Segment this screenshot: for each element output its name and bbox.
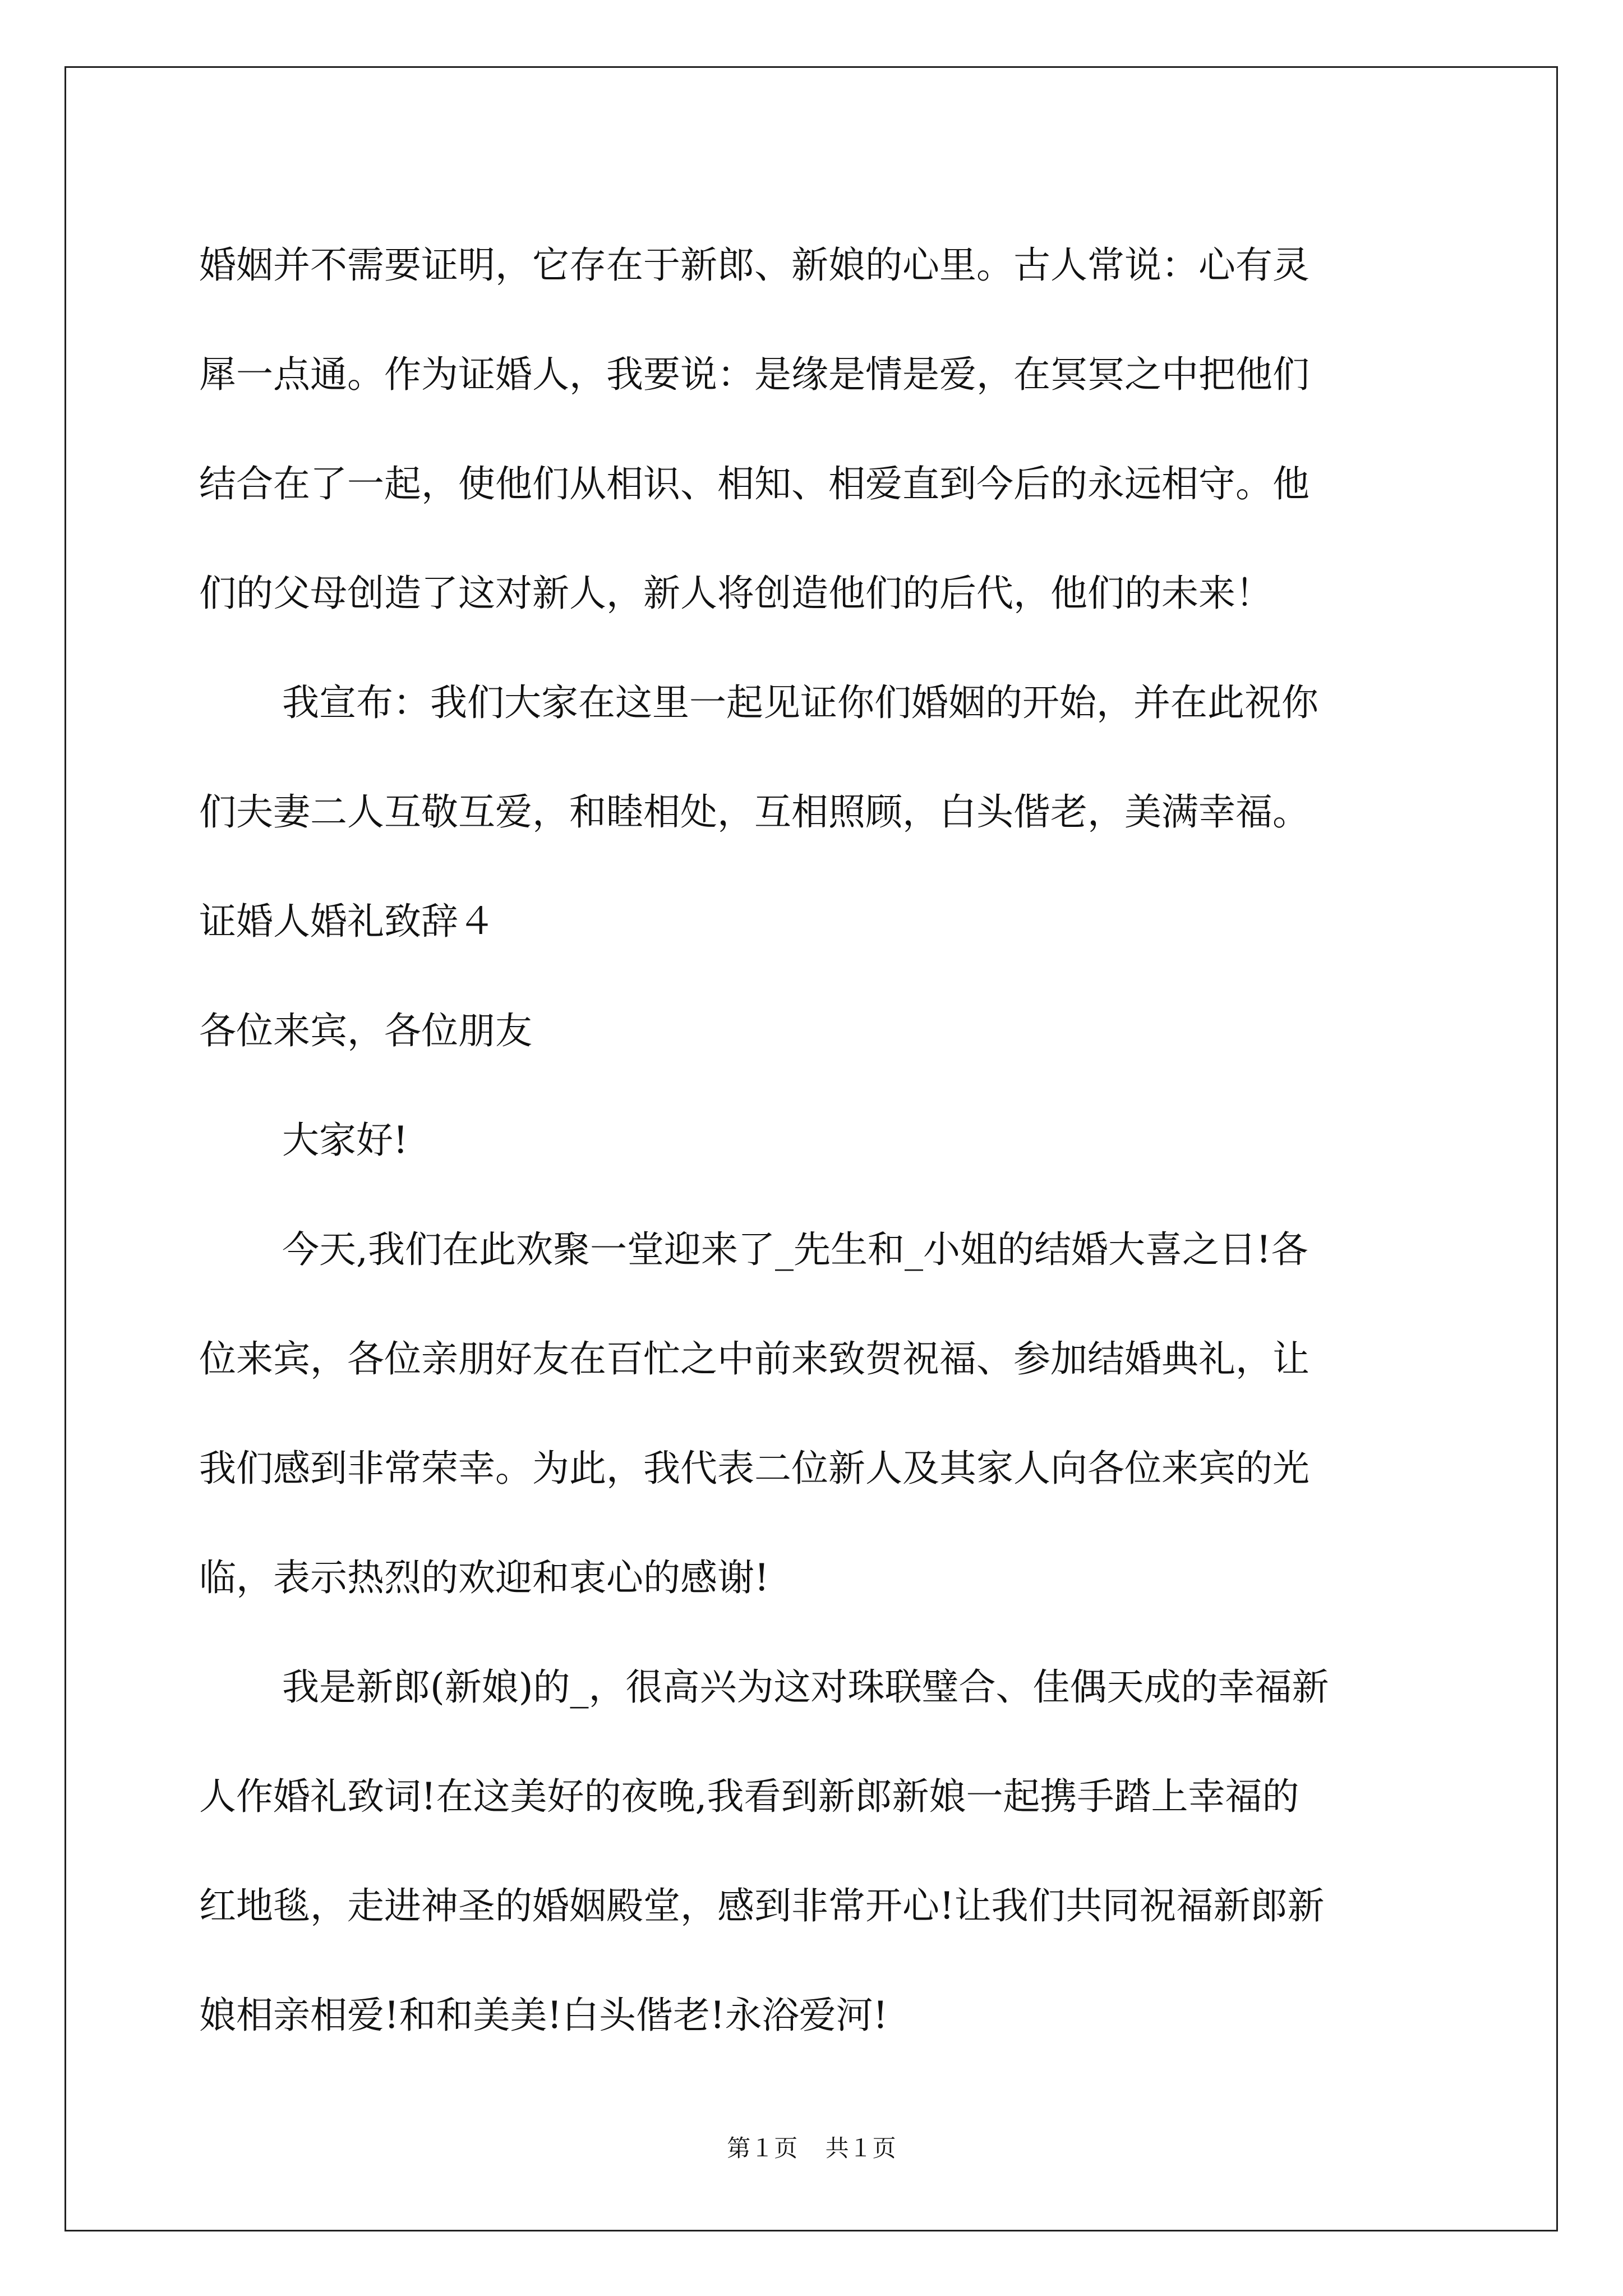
section-heading: 证婚人婚礼致辞４ [199,900,495,943]
document-body [199,210,1427,2070]
text-line: 娘相亲相爱!和和美美!白头偕老!永浴爱河! [199,1994,888,2037]
text-line: 我们感到非常荣幸。为此，我代表二位新人及其家人向各位来宾的光 [199,1447,1310,1490]
text-line: 结合在了一起，使他们从相识、相知、相爱直到今后的永远相守。他 [199,462,1310,505]
text-line: 们的父母创造了这对新人，新人将创造他们的后代，他们的未来！ [199,572,1272,615]
text-line: 今天,我们在此欢聚一堂迎来了_先生和_小姐的结婚大喜之日!各 [282,1228,1308,1271]
greeting: 大家好! [282,1119,408,1162]
text-line: 我宣布：我们大家在这里一起见证你们婚姻的开始，并在此祝你 [282,681,1318,724]
text-line: 犀一点通。作为证婚人，我要说：是缘是情是爱，在冥冥之中把他们 [199,353,1310,396]
text-line: 位来宾，各位亲朋好友在百忙之中前来致贺祝福、参加结婚典礼，让 [199,1337,1310,1381]
salutation: 各位来宾，各位朋友 [199,1009,532,1052]
text-line: 们夫妻二人互敬互爱，和睦相处，互相照顾，白头偕老，美满幸福。 [199,790,1310,834]
text-line: 红地毯，走进神圣的婚姻殿堂，感到非常开心!让我们共同祝福新郎新 [199,1884,1325,1927]
page-total: 共１页 [825,2134,896,2162]
page-number: 第１页 [727,2134,798,2162]
page-footer [0,2132,1623,2165]
text-line: 人作婚礼致词!在这美好的夜晚,我看到新郎新娘一起携手踏上幸福的 [199,1775,1299,1818]
text-line: 我是新郎(新娘)的_，很高兴为这对珠联璧合、佳偶天成的幸福新 [282,1665,1329,1709]
text-line: 临，表示热烈的欢迎和衷心的感谢! [199,1556,769,1599]
text-line: 婚姻并不需要证明，它存在于新郎、新娘的心里。古人常说：心有灵 [199,243,1310,287]
